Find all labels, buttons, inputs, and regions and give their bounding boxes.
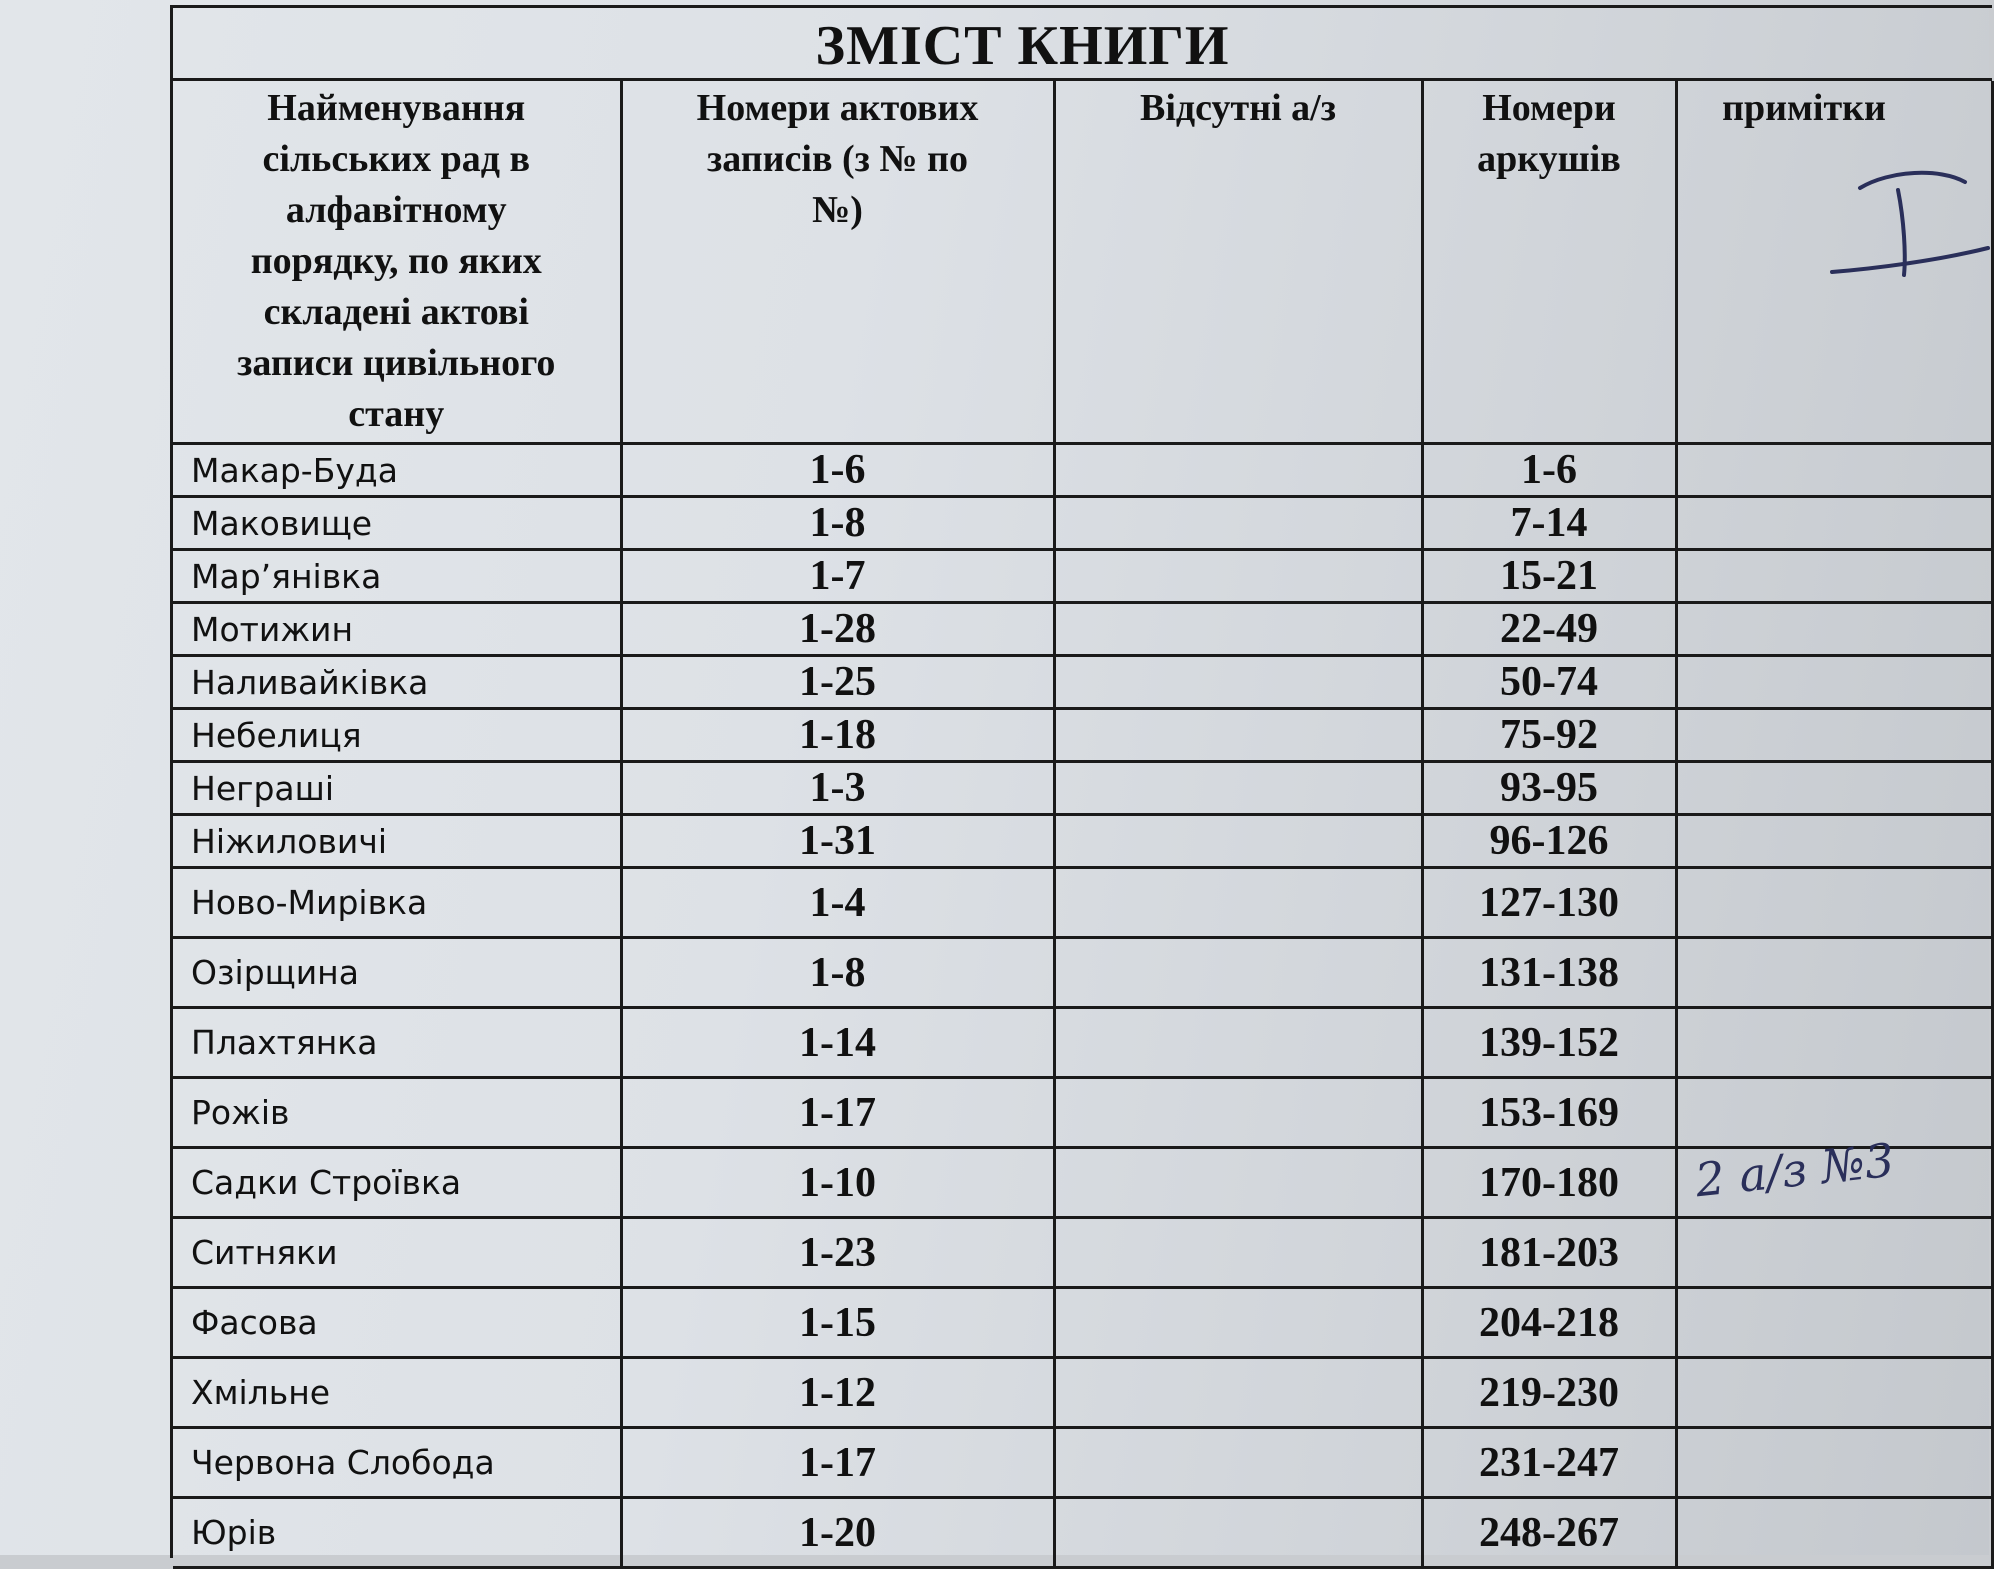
cell-sheets: 181-203 [1422, 1218, 1676, 1288]
cell-missing [1054, 815, 1422, 868]
cell-missing [1054, 762, 1422, 815]
cell-sheets: 7-14 [1422, 497, 1676, 550]
cell-notes [1676, 1148, 1992, 1218]
cell-records: 1-6 [621, 444, 1054, 497]
cell-notes [1676, 1078, 1992, 1148]
cell-records: 1-17 [621, 1078, 1054, 1148]
cell-missing [1054, 1078, 1422, 1148]
header-records: Номери актових записів (з № по №) [621, 81, 1054, 444]
cell-records: 1-8 [621, 497, 1054, 550]
cell-notes [1676, 550, 1992, 603]
table-header-row [173, 81, 1992, 444]
cell-missing [1054, 1428, 1422, 1498]
cell-notes [1676, 1428, 1992, 1498]
table-row [173, 1078, 1992, 1148]
header-notes: примітки [1676, 81, 1992, 444]
cell-sheets: 153-169 [1422, 1078, 1676, 1148]
cell-name: Ситняки [173, 1218, 621, 1288]
cell-records: 1-28 [621, 603, 1054, 656]
handwritten-sadky-note-text: 2 а/з №3 [1692, 1132, 1897, 1208]
cell-notes [1676, 938, 1992, 1008]
cell-notes [1676, 1498, 1992, 1568]
cell-sheets: 127-130 [1422, 868, 1676, 938]
cell-missing [1054, 497, 1422, 550]
cell-records: 1-25 [621, 656, 1054, 709]
cell-records: 1-3 [621, 762, 1054, 815]
cell-name: Рожів [173, 1078, 621, 1148]
cell-sheets: 93-95 [1422, 762, 1676, 815]
table-row [173, 1218, 1992, 1288]
cell-name: Фасова [173, 1288, 621, 1358]
table-row [173, 444, 1992, 497]
table-row [173, 1008, 1992, 1078]
cell-name: Садки Строївка [173, 1148, 621, 1218]
cell-missing [1054, 1148, 1422, 1218]
cell-records: 1-17 [621, 1428, 1054, 1498]
table-row [173, 868, 1992, 938]
header-name: Найменування сільських рад в алфавітному порядку, по яких складені актові записи цивільного стану [173, 81, 621, 444]
contents-table-frame [170, 5, 1992, 1558]
cell-name: Мотижин [173, 603, 621, 656]
table-row [173, 938, 1992, 1008]
cell-records: 1-18 [621, 709, 1054, 762]
table-row [173, 1498, 1992, 1568]
table-row [173, 603, 1992, 656]
cell-records: 1-20 [621, 1498, 1054, 1568]
cell-name: Червона Слобода [173, 1428, 621, 1498]
cell-sheets: 1-6 [1422, 444, 1676, 497]
table-row [173, 1288, 1992, 1358]
cell-sheets: 131-138 [1422, 938, 1676, 1008]
table-row [173, 550, 1992, 603]
cell-records: 1-8 [621, 938, 1054, 1008]
cell-name: Небелиця [173, 709, 621, 762]
cell-notes [1676, 815, 1992, 868]
cell-name: Хмільне [173, 1358, 621, 1428]
cell-missing [1054, 1218, 1422, 1288]
cell-records: 1-12 [621, 1358, 1054, 1428]
cell-name: Неграші [173, 762, 621, 815]
header-sheets: Номери аркушів [1422, 81, 1676, 444]
cell-records: 1-10 [621, 1148, 1054, 1218]
cell-records: 1-31 [621, 815, 1054, 868]
cell-name: Юрів [173, 1498, 621, 1568]
cell-notes [1676, 497, 1992, 550]
cell-name: Плахтянка [173, 1008, 621, 1078]
cell-name: Маковище [173, 497, 621, 550]
cell-records: 1-15 [621, 1288, 1054, 1358]
cell-sheets: 219-230 [1422, 1358, 1676, 1428]
cell-missing [1054, 1008, 1422, 1078]
cell-sheets: 22-49 [1422, 603, 1676, 656]
table-row [173, 497, 1992, 550]
cell-records: 1-23 [621, 1218, 1054, 1288]
cell-records: 1-7 [621, 550, 1054, 603]
cell-sheets: 96-126 [1422, 815, 1676, 868]
table-row [173, 1148, 1992, 1218]
document-title [173, 8, 1992, 81]
cell-records: 1-14 [621, 1008, 1054, 1078]
cell-name: Мар’янівка [173, 550, 621, 603]
cell-sheets: 139-152 [1422, 1008, 1676, 1078]
cell-missing [1054, 1498, 1422, 1568]
cell-name: Ново-Мирівка [173, 868, 621, 938]
cell-missing [1054, 444, 1422, 497]
table-row [173, 815, 1992, 868]
cell-missing [1054, 550, 1422, 603]
table-row [173, 656, 1992, 709]
cell-notes [1676, 1008, 1992, 1078]
table-row [173, 1358, 1992, 1428]
cell-notes [1676, 709, 1992, 762]
cell-missing [1054, 603, 1422, 656]
document-title-text: ЗМІСТ КНИГИ [815, 15, 1230, 77]
header-missing: Відсутні а/з [1054, 81, 1422, 444]
table-row [173, 762, 1992, 815]
cell-notes [1676, 444, 1992, 497]
cell-sheets: 204-218 [1422, 1288, 1676, 1358]
cell-missing [1054, 868, 1422, 938]
cell-missing [1054, 656, 1422, 709]
cell-missing [1054, 938, 1422, 1008]
cell-notes [1676, 1218, 1992, 1288]
cell-missing [1054, 1288, 1422, 1358]
cell-sheets: 50-74 [1422, 656, 1676, 709]
cell-notes [1676, 868, 1992, 938]
table-row [173, 709, 1992, 762]
cell-name: Наливайківка [173, 656, 621, 709]
cell-missing [1054, 1358, 1422, 1428]
cell-sheets: 248-267 [1422, 1498, 1676, 1568]
cell-notes [1676, 1358, 1992, 1428]
cell-sheets: 15-21 [1422, 550, 1676, 603]
cell-name: Макар-Буда [173, 444, 621, 497]
cell-sheets: 231-247 [1422, 1428, 1676, 1498]
cell-sheets: 170-180 [1422, 1148, 1676, 1218]
cell-notes [1676, 656, 1992, 709]
cell-name: Озірщина [173, 938, 621, 1008]
cell-sheets: 75-92 [1422, 709, 1676, 762]
cell-notes [1676, 1288, 1992, 1358]
cell-notes [1676, 603, 1992, 656]
cell-records: 1-4 [621, 868, 1054, 938]
cell-notes [1676, 762, 1992, 815]
cell-missing [1054, 709, 1422, 762]
cell-name: Ніжиловичі [173, 815, 621, 868]
table-row [173, 1428, 1992, 1498]
contents-table [173, 81, 1994, 1569]
